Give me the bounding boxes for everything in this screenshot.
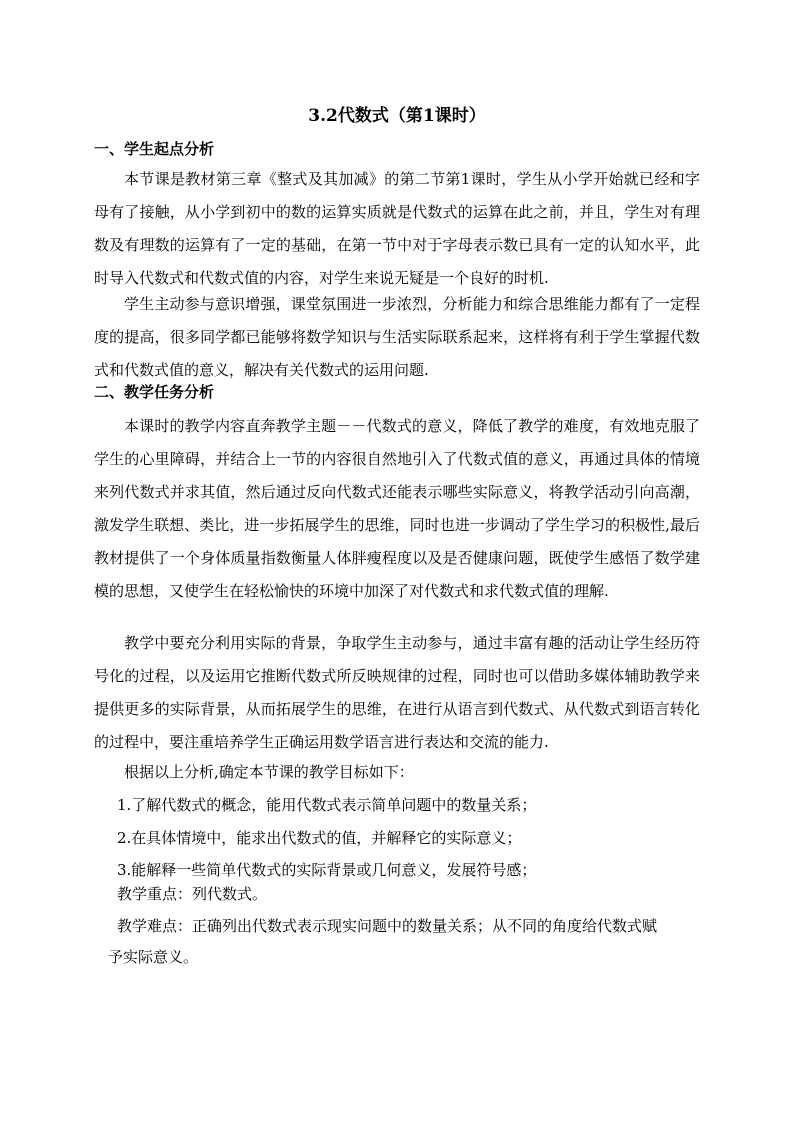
difficulty-line-1: 教学难点：正确列出代数式表示现实问题中的数量关系；从不同的角度给代数式赋 (117, 917, 658, 935)
key-point-line: 教学重点：列代数式。 (117, 885, 268, 903)
list-item-goal-2: 2.在具体情境中，能求出代数式的值，并解释它的实际意义； (117, 829, 522, 847)
section-heading-student-analysis: 一、学生起点分析 (94, 140, 215, 158)
paragraph-goal-intro: 根据以上分析,确定本节课的教学目标如下： (124, 763, 414, 781)
section-heading-task-analysis: 二、教学任务分析 (94, 383, 215, 401)
paragraph-student-start: 本节课是教材第三章《整式及其加减》的第二节第1课时，学生从小学开始就已经和字母有了接触，从小学到初中的数的运算实质就是代数式的运算在此之前，并且，学生对有理数及有理数的运算有了一定的基础，在第一节中对于字母表示数已具有一定的认知水平，此时导入代数式和代数式值的内容，对学生来说无疑是一个良好的时机. (94, 170, 700, 287)
paragraph-teaching-method: 教学中要充分利用实际的背景，争取学生主动参与，通过丰富有趣的活动让学生经历符号化的过程，以及运用它推断代数式所反映规律的过程，同时也可以借助多媒体辅助教学来提供更多的实际背景，从而拓展学生的思维，在进行从语言到代数式、从代数式到语言转化的过程中，要注重培养学生正确运用数学语言进行表达和交流的能力. (94, 634, 700, 751)
paragraph-task-content: 本课时的教学内容直奔教学主题－－代数式的意义，降低了教学的难度，有效地克服了学生的心里障碍，并结合上一节的内容很自然地引入了代数式值的意义，再通过具体的情境来列代数式并求其值，然后通过反向代数式还能表示哪些实际意义，将教学活动引向高潮，激发学生联想、类比，进一步拓展学生的思维，同时也进一步调动了学生学习的积极性,最后教材提供了一个身体质量指数衡量人体胖瘦程度以及是否健康问题，既使学生感悟了数学建模的思想，又使学生在轻松愉快的环境中加深了对代数式和求代数式值的理解. (94, 417, 700, 600)
document-title: 3.2代数式（第1课时） (308, 106, 486, 126)
list-item-goal-1: 1.了解代数式的概念，能用代数式表示简单问题中的数量关系； (117, 796, 537, 814)
difficulty-line-2: 予实际意义。 (108, 948, 199, 966)
paragraph-student-participation: 学生主动参与意识增强，课堂氛围进一步浓烈，分析能力和综合思维能力都有了一定程度的提高，很多同学都已能够将数学知识与生活实际联系起来，这样将有利于学生掌握代数式和代数式值的意义，解决有关代数式的运用问题. (94, 295, 700, 379)
list-item-goal-3: 3.能解释一些简单代数式的实际背景或几何意义，发展符号感； (117, 861, 537, 879)
